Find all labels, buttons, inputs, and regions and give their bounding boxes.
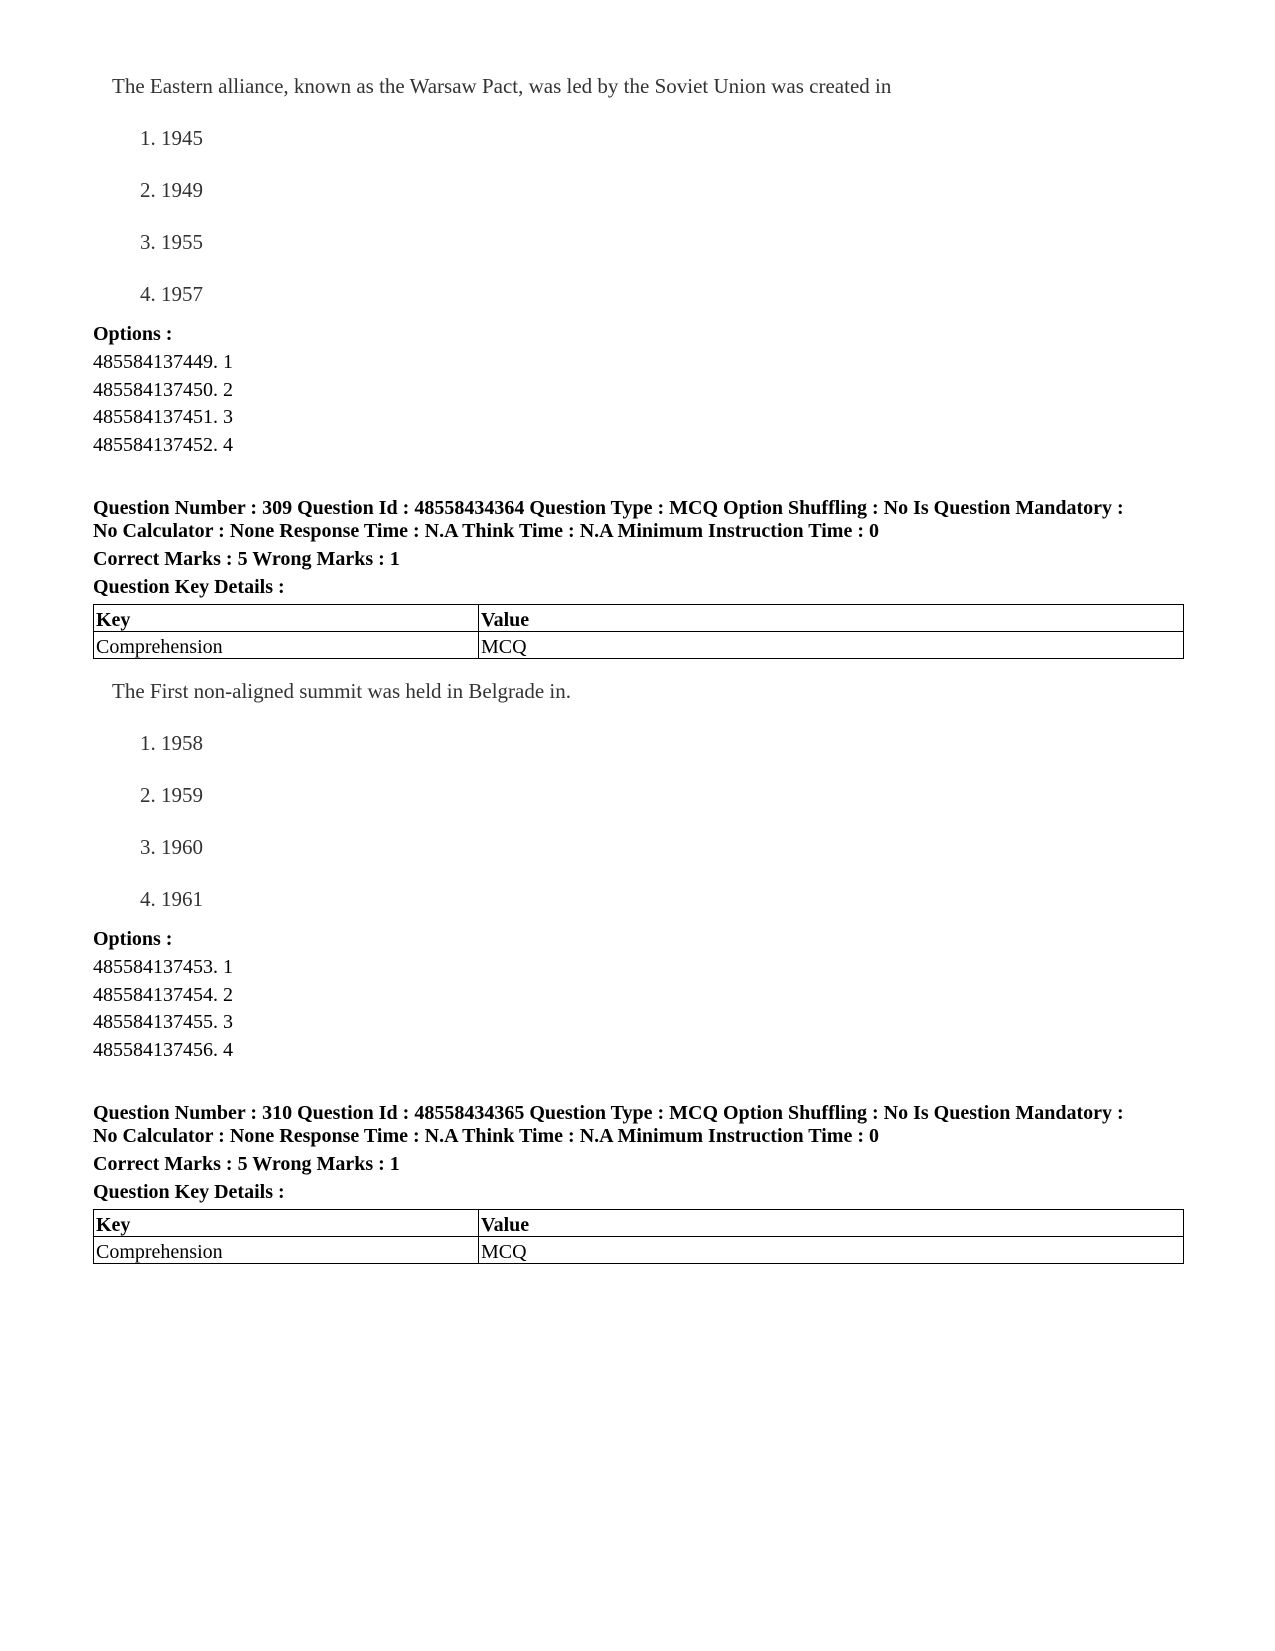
table-cell-value: MCQ	[479, 632, 1184, 659]
table-cell-key: Comprehension	[94, 1237, 479, 1264]
choice-item: 3. 1955	[140, 230, 203, 254]
key-details-label: Question Key Details :	[93, 576, 285, 598]
question-text: The Eastern alliance, known as the Warsaw Pact, was led by the Soviet Union was created in	[112, 74, 892, 98]
choice-item: 3. 1960	[140, 835, 203, 859]
question-meta-line: Question Number : 309 Question Id : 48558434364 Question Type : MCQ Option Shuffling : No Is Question Mandatory :	[93, 497, 1124, 519]
option-line: 485584137449. 1	[93, 351, 233, 373]
marks-line: Correct Marks : 5 Wrong Marks : 1	[93, 1153, 400, 1175]
choice-item: 1. 1958	[140, 731, 203, 755]
key-details-table	[93, 604, 1184, 659]
option-line: 485584137451. 3	[93, 406, 233, 428]
table-cell-key: Comprehension	[94, 632, 479, 659]
choice-item: 4. 1957	[140, 282, 203, 306]
key-details-label: Question Key Details :	[93, 1181, 285, 1203]
question-meta	[93, 1102, 1193, 1148]
table-header-row	[94, 605, 1184, 632]
question-text: The First non-aligned summit was held in Belgrade in.	[112, 679, 572, 703]
option-line: 485584137453. 1	[93, 956, 233, 978]
choice-item: 2. 1949	[140, 178, 203, 202]
question-meta-line: No Calculator : None Response Time : N.A Think Time : N.A Minimum Instruction Time : 0	[93, 520, 879, 542]
options-label: Options :	[93, 323, 173, 345]
table-header-row	[94, 1210, 1184, 1237]
question-meta-line: Question Number : 310 Question Id : 48558434365 Question Type : MCQ Option Shuffling : No Is Question Mandatory :	[93, 1102, 1124, 1124]
table-row	[94, 632, 1184, 659]
option-line: 485584137456. 4	[93, 1039, 233, 1061]
question-meta	[93, 497, 1193, 543]
option-line: 485584137450. 2	[93, 379, 233, 401]
table-header-value: Value	[479, 605, 1184, 632]
choice-item: 4. 1961	[140, 887, 203, 911]
table-header-value: Value	[479, 1210, 1184, 1237]
question-meta-line: No Calculator : None Response Time : N.A Think Time : N.A Minimum Instruction Time : 0	[93, 1125, 879, 1147]
option-line: 485584137454. 2	[93, 984, 233, 1006]
table-header-key: Key	[94, 1210, 479, 1237]
option-line: 485584137455. 3	[93, 1011, 233, 1033]
choice-item: 1. 1945	[140, 126, 203, 150]
key-details-table	[93, 1209, 1184, 1264]
table-cell-value: MCQ	[479, 1237, 1184, 1264]
marks-line: Correct Marks : 5 Wrong Marks : 1	[93, 548, 400, 570]
table-header-key: Key	[94, 605, 479, 632]
options-label: Options :	[93, 928, 173, 950]
choice-item: 2. 1959	[140, 783, 203, 807]
option-line: 485584137452. 4	[93, 434, 233, 456]
table-row	[94, 1237, 1184, 1264]
